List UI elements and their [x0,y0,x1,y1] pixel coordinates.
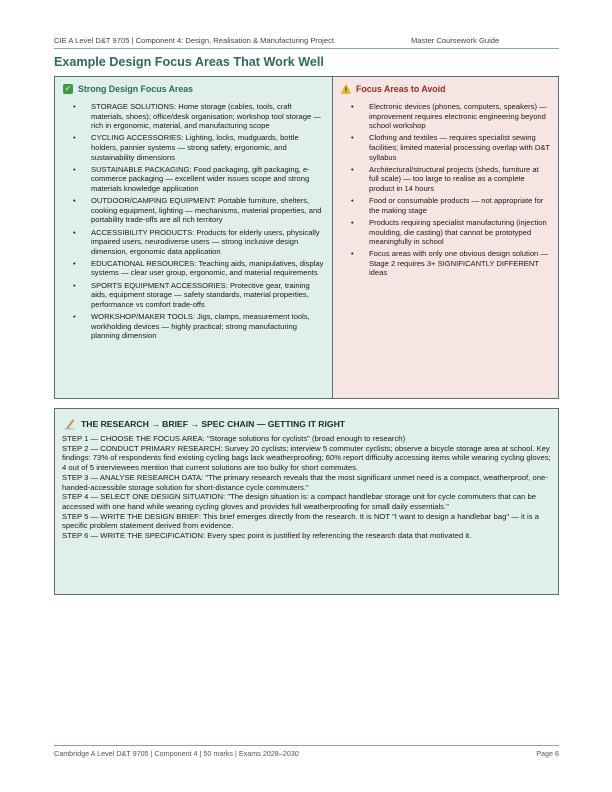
list-item [341,249,550,278]
list-item [63,102,324,131]
list-item-text: Food or consumable products — not appropriate for the making stage [369,196,544,215]
list-item-text: SPORTS EQUIPMENT ACCESSORIES: Protective gear, training aids, equipment storage — safety standards, material properties, performance vs comfort trade-offs [91,280,310,309]
list-item-text: EDUCATIONAL RESOURCES: Teaching aids, manipulatives, display systems — clear user group, ergonomic, and material requirements [91,258,324,278]
step-text: STEP 4 — SELECT ONE DESIGN SITUATION: "The design situation is: a compact handlebar storage unit for cycle commuters that can be accessed with one hand while wearing cycling gloves and provides full weatherproofing for small daily essentials." [62,492,536,511]
step-text: STEP 2 — CONDUCT PRIMARY RESEARCH: Survey 20 cyclists; interview 5 commuter cyclists; observe a bicycle storage area at school. Key findings: 73% of respondents find existing cycling bags lack weatherproofing; 60% report difficulty accessing items while wearing cycling gloves; 4 out of 5 interviewees mention that current solutions are too bulky for short commutes. [62,443,551,473]
step-text: STEP 3 — ANALYSE RESEARCH DATA: "The primary research reveals that the most significant unmet need is a compact, weatherproof, one-handed-accessible storage solution for short-distance cycle commuters." [62,472,548,492]
bullet-icon: • [73,280,76,290]
bullet-icon: • [351,217,354,227]
list-item-text: Clothing and textiles — requires specialist sewing facilities; limited material processing overlap with D&T syllabus [369,133,550,162]
page-title: Example Design Focus Areas That Work Well [54,55,324,69]
bullet-icon: • [351,249,354,259]
header-course: CIE A Level D&T 9705 | Component 4: Design, Realisation & Manufacturing Project [54,36,335,45]
list-item-text: ACCESSIBILITY PRODUCTS: Products for elderly users, physically impaired users, neurodiverse users — strong inclusive design dimension, ergonomic data application [91,227,320,256]
steps-list [62,434,551,541]
bullet-icon: • [351,102,354,111]
research-chain-heading-row [64,417,551,431]
list-item [341,196,550,215]
check-icon: ✓ [64,84,72,93]
research-chain-box [54,408,559,595]
strong-focus-column [55,77,333,398]
list-item-text: Electronic devices (phones, computers, speakers) — improvement requires electronic engineering beyond school workshop [369,102,547,131]
bullet-icon: • [73,258,76,268]
step-text: STEP 1 — CHOOSE THE FOCUS AREA: "Storage solutions for cyclists" (broad enough to research) [62,434,406,443]
list-item [63,281,324,310]
list-item [63,133,324,162]
avoid-focus-list [341,102,550,278]
list-item-text: SUSTAINABLE PACKAGING: Food packaging, gift packaging, e-commerce packaging — excellent wider issues scope and strong materials knowledge application [91,164,310,193]
avoid-focus-heading: Focus Areas to Avoid [356,84,446,94]
list-item [341,133,550,162]
bullet-icon: • [73,312,76,322]
strong-focus-heading-row [63,82,324,96]
step-text: STEP 5 — WRITE THE DESIGN BRIEF: This brief emerges directly from the research. It is NOT "I want to design a handlebar bag" — it is a specific problem statement derived from evidence. [62,511,539,531]
page-footer [54,745,559,761]
research-chain-heading: THE RESEARCH → BRIEF → SPEC CHAIN — GETTING IT RIGHT [81,419,346,429]
focus-areas-table [54,76,559,399]
strong-focus-heading: Strong Design Focus Areas [78,84,194,94]
list-item-text: WORKSHOP/MAKER TOOLS: Jigs, clamps, measurement tools, workholding devices — highly practical; strong manufacturing planning dimension [91,312,310,341]
list-item [63,259,324,278]
pencil-icon [64,419,75,430]
list-item [63,312,324,341]
footer-course-info: Cambridge A Level D&T 9705 | Component 4 | 50 marks | Exams 2028–2030 [54,749,299,758]
list-item-text: Architectural/structural projects (sheds, furniture at full scale) — too large to realise as a complete product in 14 hours [369,164,539,193]
list-item-text: Focus areas with only one obvious design solution — Stage 2 requires 3+ SIGNIFICANTLY DIFFERENT ideas [369,249,548,278]
page-number: Page 6 [536,749,559,758]
list-item-text: OUTDOOR/CAMPING EQUIPMENT: Portable furniture, shelters, cooking equipment, lighting — mechanisms, material properties, and portability trade-offs are all rich territory [91,196,322,225]
bullet-icon: • [351,133,354,143]
list-item [63,165,324,194]
header-guide: Master Coursework Guide [411,36,500,45]
page-header [54,36,559,49]
list-item [63,196,324,225]
bullet-icon: • [73,196,76,206]
list-item [341,102,550,131]
bullet-icon: • [73,102,76,111]
list-item-text: CYCLING ACCESSORIES: Lighting, locks, mudguards, bottle holders, pannier systems — strong safety, ergonomic, and sustainability dimensions [91,133,299,162]
step-text: STEP 6 — WRITE THE SPECIFICATION: Every spec point is justified by referencing the research data that motivated it. [62,531,472,541]
strong-focus-list [63,102,324,341]
bullet-icon: • [351,164,354,174]
list-item-text: Products requiring specialist manufacturing (injection moulding, die casting) that cannot be prototyped meaningfully in school [369,217,547,247]
list-item [63,228,324,257]
avoid-focus-column [333,77,558,398]
bullet-icon: • [73,133,76,143]
warning-icon [341,84,351,94]
bullet-icon: • [73,164,76,174]
bullet-icon: • [351,196,354,206]
list-item-text: STORAGE SOLUTIONS: Home storage (cables, tools, craft materials, shoes); office/desk organisation; workshop tool storage — rich in ergonomic, material, and manufacturing scope [91,102,321,131]
list-item [341,218,550,247]
bullet-icon: • [73,227,76,237]
avoid-focus-heading-row [341,82,550,96]
list-item [341,165,550,194]
